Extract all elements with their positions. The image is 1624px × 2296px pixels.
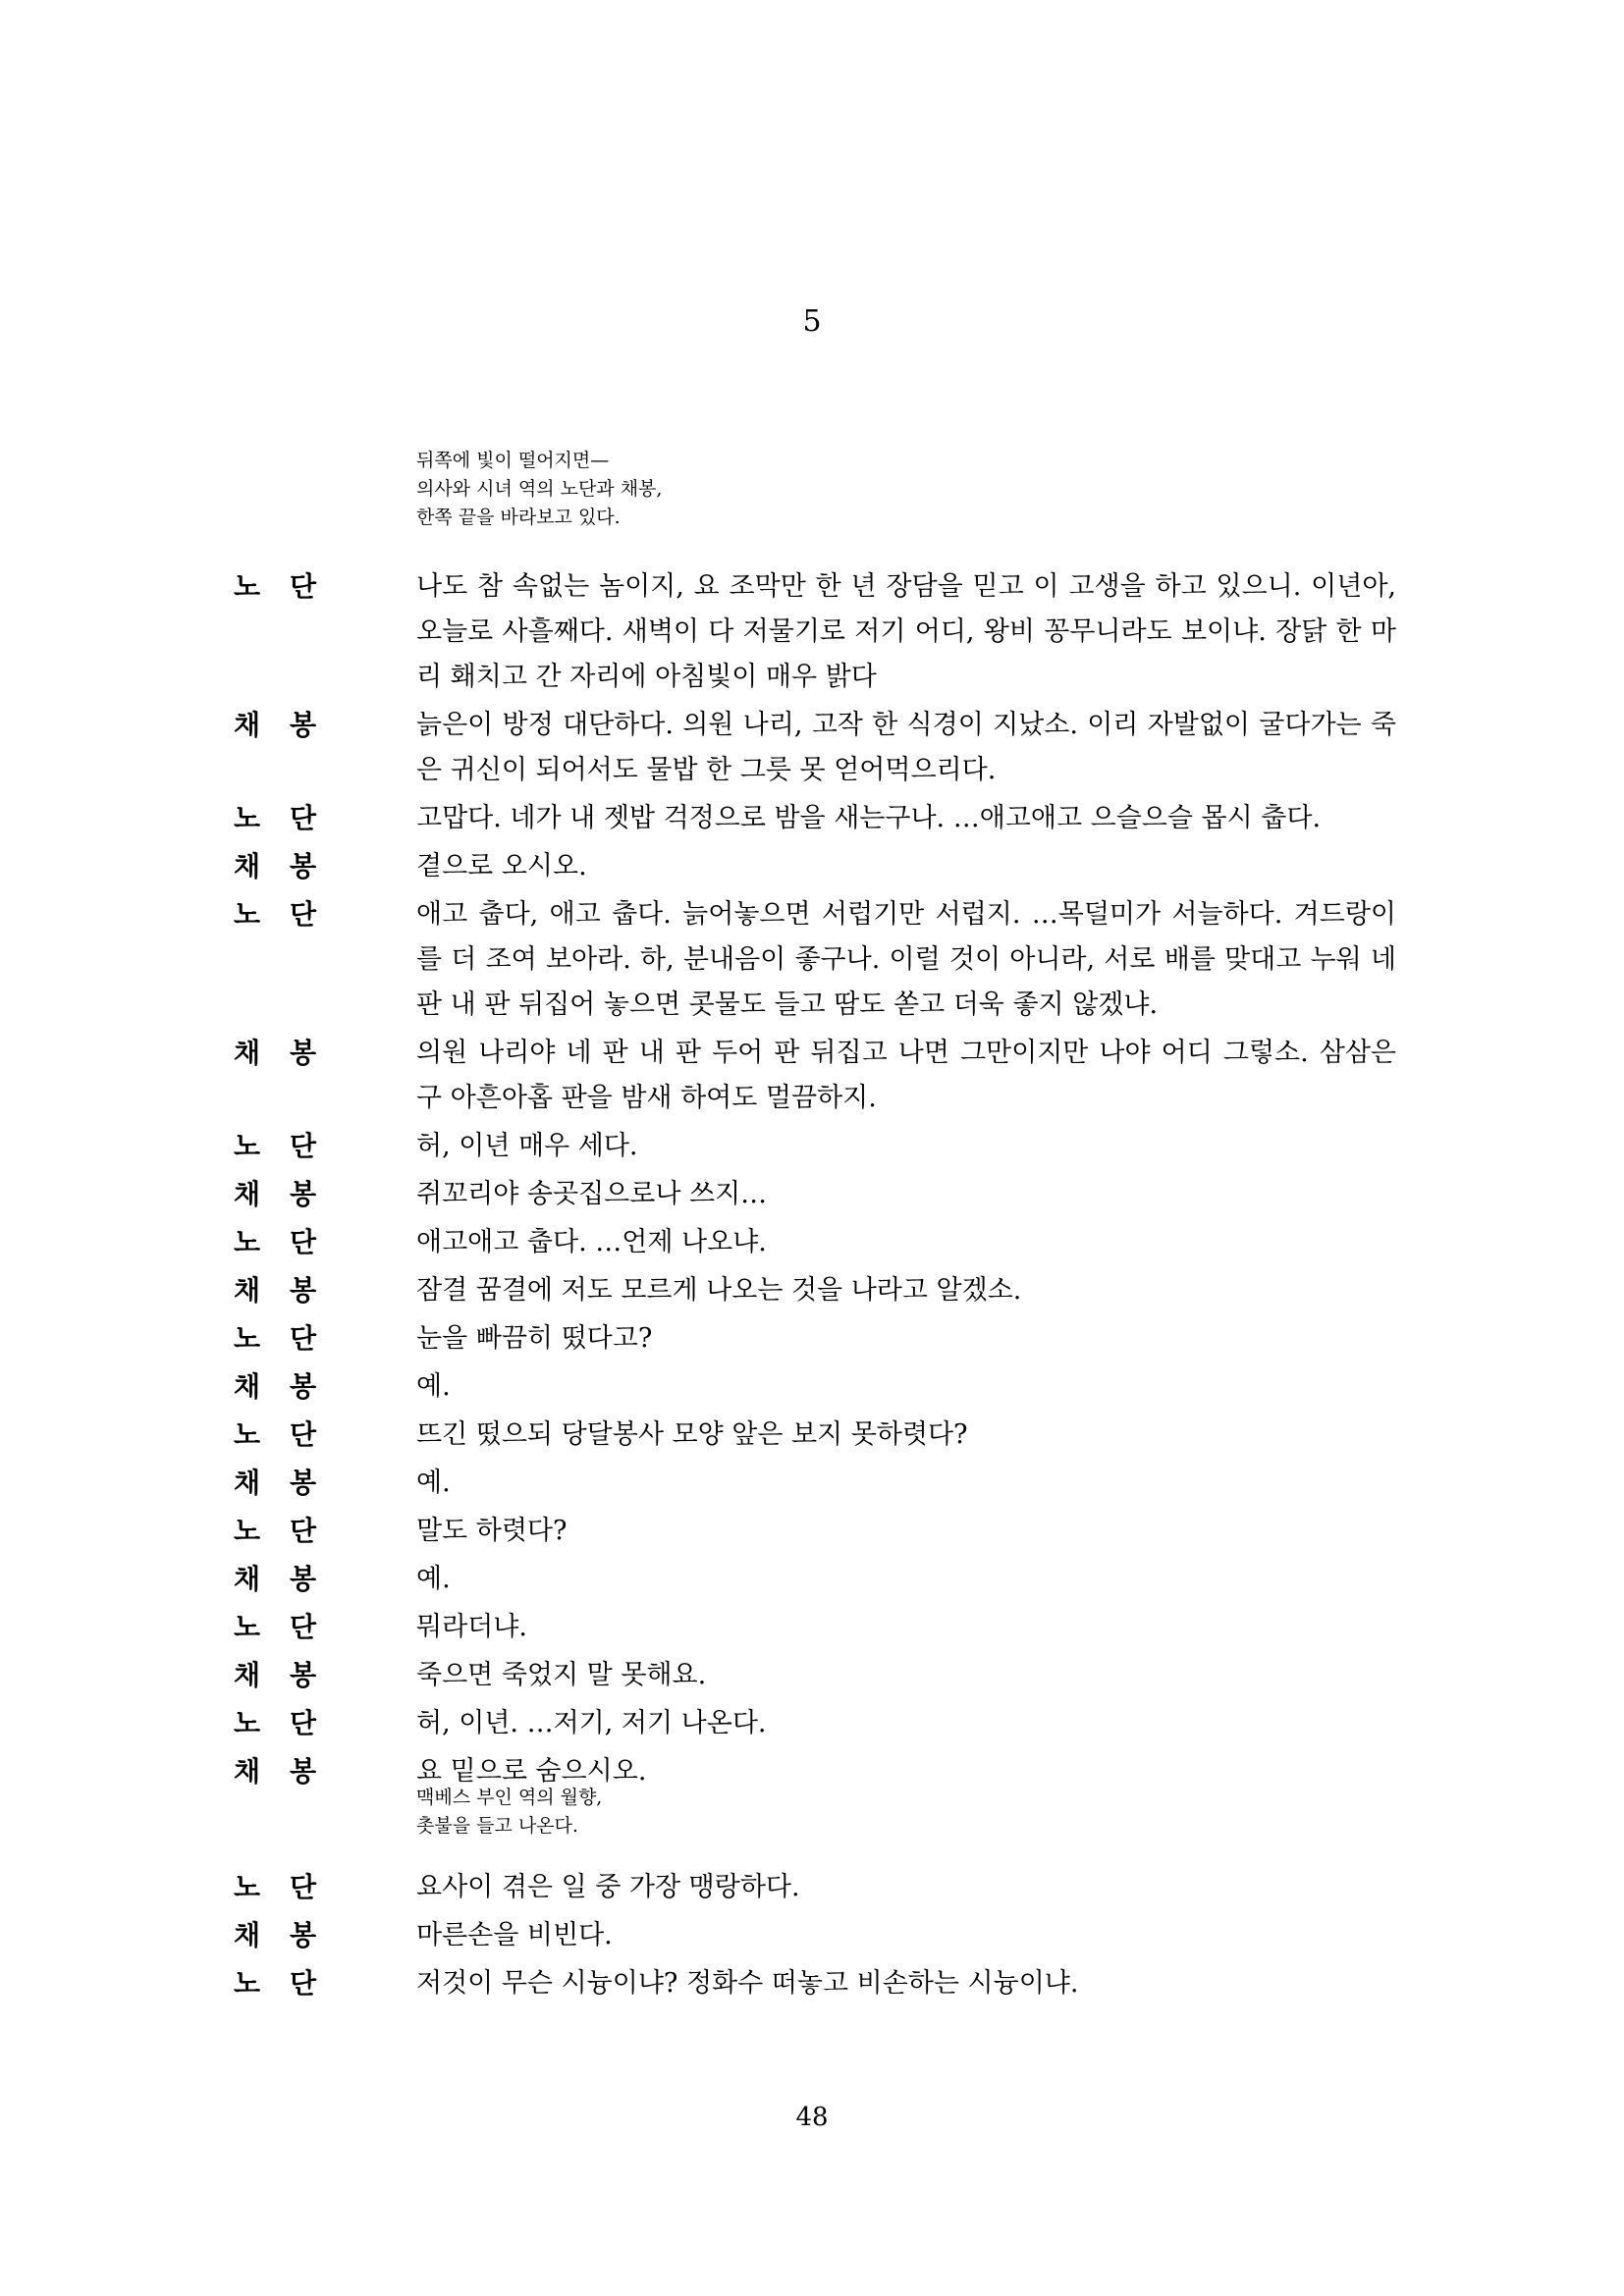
dialogue-text: 예. xyxy=(416,1468,451,1498)
speaker-name: 채봉 xyxy=(234,1563,347,1595)
speaker-name: 노단 xyxy=(234,1418,347,1451)
scene-number: 5 xyxy=(802,304,822,339)
stage-direction-line: 맥베스 부인 역의 월향, xyxy=(416,1787,603,1808)
dialogue-line xyxy=(0,1701,1624,1746)
dialogue-text: 뭐라더냐. xyxy=(416,1612,527,1642)
dialogue-line xyxy=(0,703,1624,793)
dialogue-text: 고맙다. 네가 내 젯밥 걱정으로 밤을 새는구나. …애고애고 으슬으슬 몹시 춥다. xyxy=(416,803,1322,833)
dialogue-line xyxy=(0,1865,1624,1910)
dialogue-block xyxy=(0,564,1624,1797)
speaker-name: 노단 xyxy=(234,1871,347,1903)
stage-direction-line: 촛불을 들고 나온다. xyxy=(416,1815,578,1837)
dialogue-line xyxy=(0,1413,1624,1458)
dialogue-line xyxy=(0,1124,1624,1169)
dialogue-line xyxy=(0,844,1624,889)
dialogue-text: 눈을 빠끔히 떴다고? xyxy=(416,1323,653,1354)
speaker-name: 노단 xyxy=(234,898,347,931)
dialogue-text: 예. xyxy=(416,1564,451,1594)
dialogue-text: 나도 참 속없는 놈이지, 요 조막만 한 년 장담을 믿고 이 고생을 하고 있으니. 이년아, 오늘로 사흘째다. 새벽이 다 저물기로 저기 어디, 왕비 꽁무니라도 보이냐. 장닭 한 마리 홰치고 간 자리에 아침빛이 매우 밝다 xyxy=(416,571,1396,692)
stage-direction-line: 뒤쪽에 빛이 떨어지면— xyxy=(416,450,610,471)
dialogue-text: 애고 춥다, 애고 춥다. 늙어놓으면 서럽기만 서럽지. …목덜미가 서늘하다. 겨드랑이를 더 조여 보아라. 하, 분내음이 좋구나. 이럴 것이 아니라, 서로 배를 맞대고 누워 네 판 내 판 뒤집어 놓으면 콧물도 들고 땀도 쏟고 더욱 좋지 않겠냐. xyxy=(416,899,1396,1020)
dialogue-text: 의원 나리야 네 판 내 판 두어 판 뒤집고 나면 그만이지만 나야 어디 그렇소. 삼삼은 구 아흔아홉 판을 밤새 하여도 멀끔하지. xyxy=(416,1038,1396,1113)
dialogue-line xyxy=(0,796,1624,841)
dialogue-line xyxy=(0,1031,1624,1121)
speaker-name: 채봉 xyxy=(234,1037,347,1069)
page-number: 48 xyxy=(795,2103,829,2132)
dialogue-line xyxy=(0,1749,1624,1794)
dialogue-text: 쥐꼬리야 송곳집으로나 쓰지… xyxy=(416,1179,768,1209)
dialogue-line xyxy=(0,1316,1624,1362)
speaker-name: 채봉 xyxy=(234,1274,347,1307)
speaker-name: 채봉 xyxy=(234,1659,347,1691)
dialogue-line xyxy=(0,1172,1624,1217)
stage-direction-line: 의사와 시녀 역의 노단과 채봉, xyxy=(416,478,663,500)
dialogue-block xyxy=(0,1865,1624,2009)
dialogue-line xyxy=(0,1913,1624,1958)
speaker-name: 노단 xyxy=(234,1515,347,1547)
speaker-name: 채봉 xyxy=(234,1178,347,1210)
dialogue-line xyxy=(0,1961,1624,2006)
speaker-name: 채봉 xyxy=(234,709,347,741)
dialogue-text: 곁으로 오시오. xyxy=(416,851,587,881)
dialogue-text: 애고애고 춥다. …언제 나오냐. xyxy=(416,1227,767,1257)
dialogue-text: 뜨긴 떴으되 당달봉사 모양 앞은 보지 못하렷다? xyxy=(416,1419,968,1450)
speaker-name: 노단 xyxy=(234,1322,347,1355)
dialogue-line xyxy=(0,1509,1624,1554)
dialogue-text: 예. xyxy=(416,1371,451,1402)
dialogue-line xyxy=(0,1605,1624,1650)
dialogue-line xyxy=(0,1653,1624,1698)
dialogue-line xyxy=(0,892,1624,1028)
dialogue-text: 허, 이년 매우 세다. xyxy=(416,1131,638,1161)
dialogue-text: 말도 하렷다? xyxy=(416,1516,568,1546)
dialogue-line xyxy=(0,1557,1624,1602)
dialogue-line xyxy=(0,1220,1624,1265)
speaker-name: 채봉 xyxy=(234,850,347,882)
speaker-name: 노단 xyxy=(234,802,347,834)
dialogue-text: 요사이 겪은 일 중 가장 맹랑하다. xyxy=(416,1872,800,1902)
dialogue-line xyxy=(0,564,1624,700)
dialogue-text: 저것이 무슨 시늉이냐? 정화수 떠놓고 비손하는 시늉이냐. xyxy=(416,1968,1079,1999)
dialogue-line xyxy=(0,1364,1624,1410)
dialogue-text: 요 밑으로 숨으시오. xyxy=(416,1756,647,1787)
speaker-name: 노단 xyxy=(234,570,347,603)
speaker-name: 채봉 xyxy=(234,1919,347,1951)
dialogue-text: 허, 이년. …저기, 저기 나온다. xyxy=(416,1708,767,1738)
dialogue-text: 잠결 꿈결에 저도 모르게 나오는 것을 나라고 알겠소. xyxy=(416,1275,1022,1306)
stage-direction-line: 한쪽 끝을 바라보고 있다. xyxy=(416,507,621,528)
speaker-name: 노단 xyxy=(234,1967,347,2000)
speaker-name: 노단 xyxy=(234,1707,347,1739)
speaker-name: 채봉 xyxy=(234,1370,347,1403)
dialogue-text: 마른손을 비빈다. xyxy=(416,1920,613,1950)
speaker-name: 노단 xyxy=(234,1226,347,1258)
speaker-name: 채봉 xyxy=(234,1755,347,1788)
dialogue-text: 죽으면 죽었지 말 못해요. xyxy=(416,1660,707,1690)
speaker-name: 노단 xyxy=(234,1130,347,1162)
dialogue-text: 늙은이 방정 대단하다. 의원 나리, 고작 한 식경이 지났소. 이리 자발없이 굴다가는 죽은 귀신이 되어서도 물밥 한 그릇 못 얻어먹으리다. xyxy=(416,710,1396,785)
dialogue-line xyxy=(0,1461,1624,1506)
stage-direction xyxy=(416,447,662,532)
stage-direction xyxy=(416,1784,602,1841)
speaker-name: 노단 xyxy=(234,1611,347,1643)
speaker-name: 채봉 xyxy=(234,1467,347,1499)
dialogue-line xyxy=(0,1268,1624,1313)
